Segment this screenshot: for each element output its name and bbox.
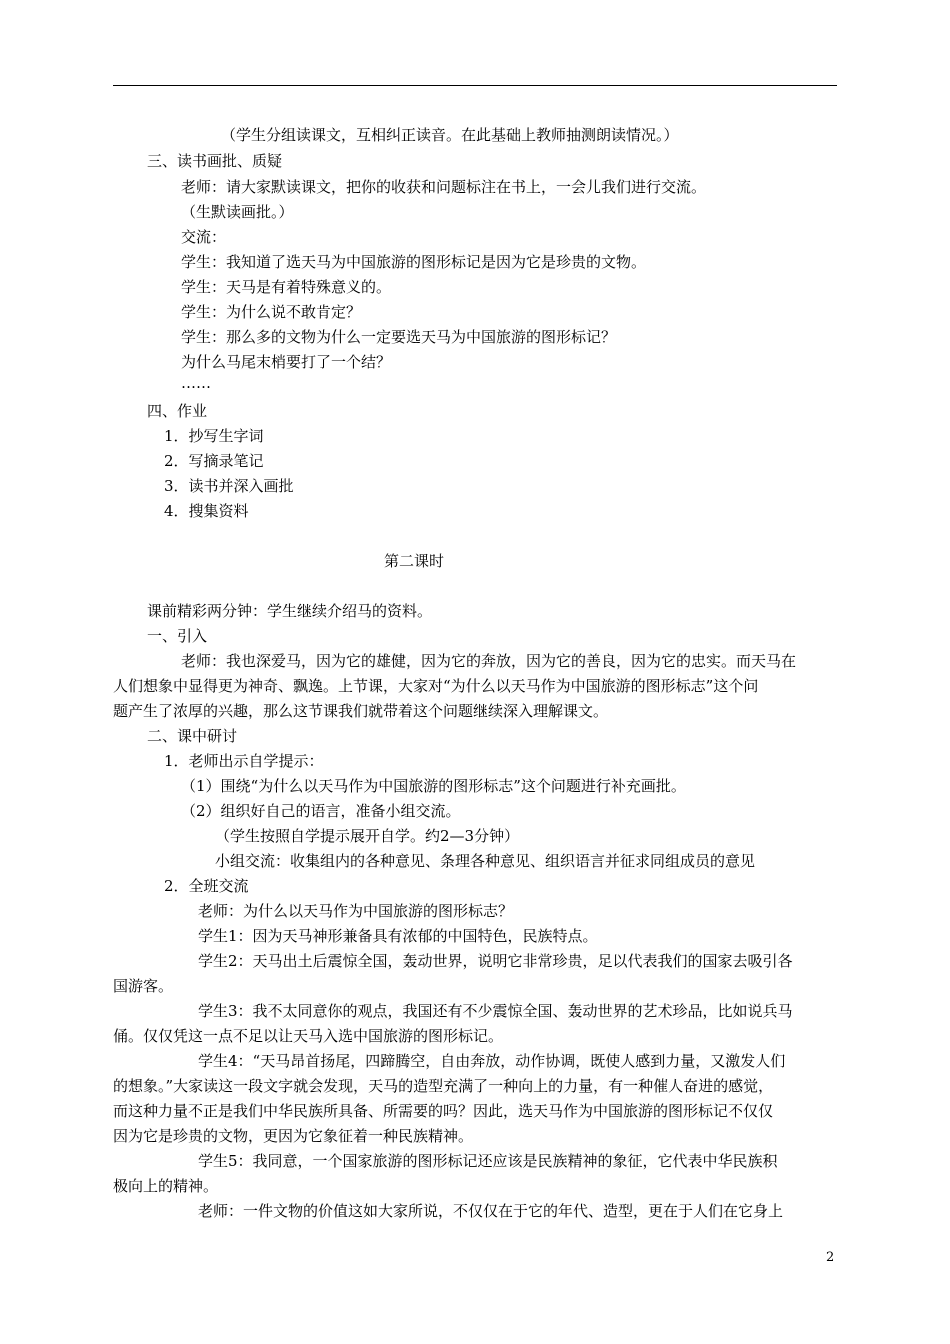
list-item: 2．写摘录笔记	[164, 452, 264, 470]
text-line: 题产生了浓厚的兴趣，那么这节课我们就带着这个问题继续深入理解课文。	[113, 702, 609, 720]
text-line: 学生：天马是有着特殊意义的。	[181, 278, 392, 296]
text-line: （生默读画批。）	[181, 203, 294, 221]
header-rule	[113, 85, 837, 86]
list-item: 3．读书并深入画批	[164, 477, 294, 495]
list-item: 4．搜集资料	[164, 502, 249, 520]
text-line: 学生3：我不太同意你的观点，我国还有不少震惊全国、轰动世界的艺术珍品，比如说兵马	[198, 1002, 793, 1020]
text-line: 老师：为什么以天马作为中国旅游的图形标志？	[198, 902, 514, 920]
text-line: 小组交流：收集组内的各种意见、条理各种意见、组织语言并征求同组成员的意见	[215, 852, 756, 870]
text-line: 学生：那么多的文物为什么一定要选天马为中国旅游的图形标记？	[181, 328, 617, 346]
text-line: 学生5：我同意，一个国家旅游的图形标记还应该是民族精神的象征，它代表中华民族积	[198, 1152, 778, 1170]
text-line: 因为它是珍贵的文物，更因为它象征着一种民族精神。	[113, 1127, 474, 1145]
text-line: 老师：请大家默读课文，把你的收获和问题标注在书上，一会儿我们进行交流。	[181, 178, 707, 196]
section-heading: 四、作业	[147, 402, 208, 420]
text-line: 学生1：因为天马神形兼备具有浓郁的中国特色，民族特点。	[198, 927, 598, 945]
text-line: 国游客。	[113, 977, 174, 995]
list-item: 2．全班交流	[164, 877, 249, 895]
text-line: 人们想象中显得更为神奇、飘逸。上节课，大家对“为什么以天马作为中国旅游的图形标志”这个问	[113, 677, 759, 695]
text-line: 交流：	[181, 228, 227, 246]
text-line: 老师：一件文物的价值这如大家所说，不仅仅在于它的年代、造型，更在于人们在它身上	[198, 1202, 784, 1220]
text-line: （学生按照自学提示展开自学。约2—3分钟）	[215, 827, 520, 845]
text-line: 学生2：天马出土后震惊全国，轰动世界，说明它非常珍贵，足以代表我们的国家去吸引各	[198, 952, 793, 970]
text-line: （1）围绕“为什么以天马作为中国旅游的图形标志”这个问题进行补充画批。	[181, 777, 686, 795]
text-line: （学生分组读课文，互相纠正读音。在此基础上教师抽测朗读情况。）	[221, 126, 679, 144]
section-heading: 三、读书画批、质疑	[147, 152, 283, 170]
text-line: 而这种力量不正是我们中华民族所具备、所需要的吗？因此，选天马作为中国旅游的图形标记不仅仅	[113, 1102, 774, 1120]
section-heading: 二、课中研讨	[147, 727, 238, 745]
lesson-title: 第二课时	[384, 552, 445, 570]
ellipsis: ……	[181, 374, 211, 392]
text-line: 的想象。”大家读这一段文字就会发现，天马的造型充满了一种向上的力量，有一种催人奋进的感觉，	[113, 1077, 774, 1095]
page-number: 2	[826, 1250, 835, 1265]
section-heading: 一、引入	[147, 627, 208, 645]
text-line: 老师：我也深爱马，因为它的雄健，因为它的奔放，因为它的善良，因为它的忠实。而天马在	[181, 652, 797, 670]
text-line: 学生4：“天马昂首扬尾，四蹄腾空，自由奔放，动作协调，既使人感到力量，又激发人们	[198, 1052, 786, 1070]
text-line: （2）组织好自己的语言，准备小组交流。	[181, 802, 461, 820]
text-line: 学生：为什么说不敢肯定？	[181, 303, 362, 321]
list-item: 1．抄写生字词	[164, 427, 264, 445]
text-line: 学生：我知道了选天马为中国旅游的图形标记是因为它是珍贵的文物。	[181, 253, 647, 271]
list-item: 1．老师出示自学提示：	[164, 752, 324, 770]
text-line: 极向上的精神。	[113, 1177, 219, 1195]
text-line: 为什么马尾末梢要打了一个结？	[181, 353, 392, 371]
text-line: 课前精彩两分钟：学生继续介绍马的资料。	[147, 602, 433, 620]
text-line: 俑。仅仅凭这一点不足以让天马入选中国旅游的图形标记。	[113, 1027, 504, 1045]
